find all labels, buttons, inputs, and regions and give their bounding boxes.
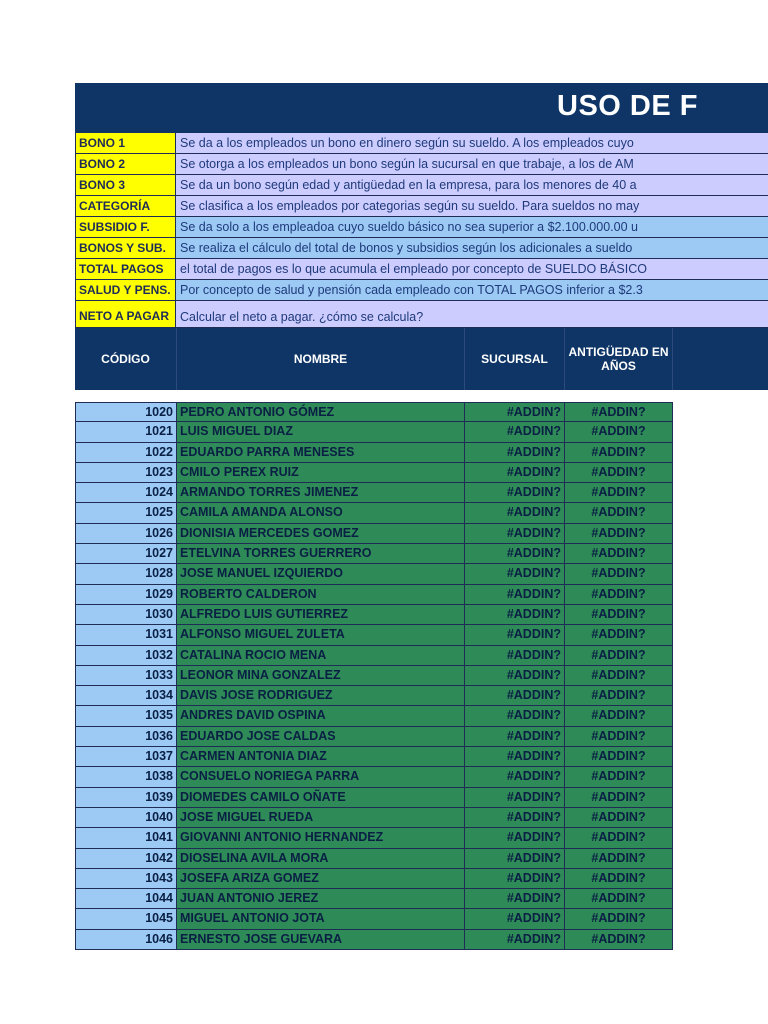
table-row [75, 666, 768, 686]
name-cell[interactable]: ETELVINA TORRES GUERRERO [177, 544, 465, 564]
seniority-cell[interactable]: #ADDIN? [565, 503, 673, 523]
seniority-cell[interactable]: #ADDIN? [565, 909, 673, 929]
branch-cell[interactable]: #ADDIN? [465, 524, 565, 544]
name-cell[interactable]: GIOVANNI ANTONIO HERNANDEZ [177, 828, 465, 848]
branch-cell[interactable]: #ADDIN? [465, 909, 565, 929]
seniority-cell[interactable]: #ADDIN? [565, 443, 673, 463]
name-cell[interactable]: DAVIS JOSE RODRIGUEZ [177, 686, 465, 706]
branch-cell[interactable]: #ADDIN? [465, 686, 565, 706]
seniority-cell[interactable]: #ADDIN? [565, 544, 673, 564]
seniority-cell[interactable]: #ADDIN? [565, 686, 673, 706]
seniority-cell[interactable]: #ADDIN? [565, 889, 673, 909]
name-cell[interactable]: JOSE MIGUEL RUEDA [177, 808, 465, 828]
definition-label[interactable]: SUBSIDIO F. [75, 217, 176, 237]
definition-text[interactable]: Calcular el neto a pagar. ¿cómo se calcula? [176, 301, 768, 327]
definition-label[interactable]: BONO 2 [75, 154, 176, 174]
definition-label[interactable]: SALUD Y PENS. [75, 280, 176, 300]
seniority-cell[interactable]: #ADDIN? [565, 727, 673, 747]
table-row [75, 483, 768, 503]
definition-row [75, 175, 768, 196]
branch-cell[interactable]: #ADDIN? [465, 930, 565, 950]
table-row [75, 747, 768, 767]
definition-label[interactable]: BONO 3 [75, 175, 176, 195]
code-cell[interactable]: 1044 [75, 889, 177, 909]
name-cell[interactable]: ARMANDO TORRES JIMENEZ [177, 483, 465, 503]
name-cell[interactable]: DIOMEDES CAMILO OÑATE [177, 788, 465, 808]
seniority-cell[interactable]: #ADDIN? [565, 585, 673, 605]
code-cell[interactable]: 1022 [75, 443, 177, 463]
name-cell[interactable]: PEDRO ANTONIO GÓMEZ [177, 402, 465, 422]
table-row [75, 686, 768, 706]
branch-cell[interactable]: #ADDIN? [465, 402, 565, 422]
seniority-cell[interactable]: #ADDIN? [565, 930, 673, 950]
name-cell[interactable]: ROBERTO CALDERON [177, 585, 465, 605]
table-row [75, 727, 768, 747]
header-seniority[interactable]: ANTIGÜEDAD EN AÑOS [565, 328, 673, 390]
code-cell[interactable]: 1042 [75, 849, 177, 869]
code-cell[interactable]: 1037 [75, 747, 177, 767]
code-cell[interactable]: 1021 [75, 422, 177, 442]
definition-row [75, 154, 768, 175]
branch-cell[interactable]: #ADDIN? [465, 625, 565, 645]
seniority-cell[interactable]: #ADDIN? [565, 646, 673, 666]
branch-cell[interactable]: #ADDIN? [465, 849, 565, 869]
sheet-title: USO DE F [557, 90, 698, 122]
code-cell[interactable]: 1020 [75, 402, 177, 422]
definition-row [75, 196, 768, 217]
seniority-cell[interactable]: #ADDIN? [565, 808, 673, 828]
code-cell[interactable]: 1045 [75, 909, 177, 929]
seniority-cell[interactable]: #ADDIN? [565, 747, 673, 767]
spacer-row [75, 390, 768, 402]
seniority-cell[interactable]: #ADDIN? [565, 849, 673, 869]
table-row [75, 869, 768, 889]
table-row [75, 625, 768, 645]
seniority-cell[interactable]: #ADDIN? [565, 422, 673, 442]
definition-text[interactable]: Se da un bono según edad y antigüedad en la empresa, para los menores de 40 a [176, 175, 768, 195]
header-code[interactable]: CÓDIGO [75, 328, 177, 390]
code-cell[interactable]: 1039 [75, 788, 177, 808]
definitions-table [75, 133, 768, 328]
definition-text[interactable]: Se da a los empleados un bono en dinero según su sueldo. A los empleados cuyo [176, 133, 768, 153]
table-row [75, 544, 768, 564]
table-row [75, 524, 768, 544]
code-cell[interactable]: 1023 [75, 463, 177, 483]
table-row [75, 585, 768, 605]
code-cell[interactable]: 1030 [75, 605, 177, 625]
header-branch[interactable]: SUCURSAL [465, 328, 565, 390]
seniority-cell[interactable]: #ADDIN? [565, 402, 673, 422]
name-cell[interactable]: JOSE MANUEL IZQUIERDO [177, 564, 465, 584]
code-cell[interactable]: 1026 [75, 524, 177, 544]
table-row [75, 828, 768, 848]
name-cell[interactable]: MIGUEL ANTONIO JOTA [177, 909, 465, 929]
table-row [75, 646, 768, 666]
table-row [75, 930, 768, 950]
code-cell[interactable]: 1046 [75, 930, 177, 950]
seniority-cell[interactable]: #ADDIN? [565, 706, 673, 726]
code-cell[interactable]: 1034 [75, 686, 177, 706]
table-row [75, 808, 768, 828]
branch-cell[interactable]: #ADDIN? [465, 483, 565, 503]
definition-label[interactable]: BONO 1 [75, 133, 176, 153]
seniority-cell[interactable]: #ADDIN? [565, 767, 673, 787]
seniority-cell[interactable]: #ADDIN? [565, 564, 673, 584]
table-row [75, 788, 768, 808]
table-row [75, 422, 768, 442]
name-cell[interactable]: LEONOR MINA GONZALEZ [177, 666, 465, 686]
table-row [75, 889, 768, 909]
definition-label[interactable]: TOTAL PAGOS [75, 259, 176, 279]
definition-text[interactable]: Se da solo a los empleadoa cuyo sueldo básico no sea superior a $2.100.000.00 u [176, 217, 768, 237]
definition-row [75, 280, 768, 301]
seniority-cell[interactable]: #ADDIN? [565, 463, 673, 483]
employee-table [75, 402, 768, 950]
definition-text[interactable]: Se realiza el cálculo del total de bonos y subsidios según los adicionales a sueldo [176, 238, 768, 258]
code-cell[interactable]: 1043 [75, 869, 177, 889]
seniority-cell[interactable]: #ADDIN? [565, 524, 673, 544]
definition-text[interactable]: Se clasifica a los empleados por categorias según su sueldo. Para sueldos no may [176, 196, 768, 216]
table-row [75, 443, 768, 463]
branch-cell[interactable]: #ADDIN? [465, 828, 565, 848]
branch-cell[interactable]: #ADDIN? [465, 503, 565, 523]
branch-cell[interactable]: #ADDIN? [465, 767, 565, 787]
table-row [75, 605, 768, 625]
name-cell[interactable]: ALFREDO LUIS GUTIERREZ [177, 605, 465, 625]
branch-cell[interactable]: #ADDIN? [465, 544, 565, 564]
definition-label[interactable]: BONOS Y SUB. [75, 238, 176, 258]
definition-row [75, 301, 768, 328]
name-cell[interactable]: DIOSELINA AVILA MORA [177, 849, 465, 869]
branch-cell[interactable]: #ADDIN? [465, 463, 565, 483]
name-cell[interactable]: EDUARDO JOSE CALDAS [177, 727, 465, 747]
table-row [75, 402, 768, 422]
definition-row [75, 133, 768, 154]
seniority-cell[interactable]: #ADDIN? [565, 666, 673, 686]
name-cell[interactable]: JOSEFA ARIZA GOMEZ [177, 869, 465, 889]
branch-cell[interactable]: #ADDIN? [465, 747, 565, 767]
branch-cell[interactable]: #ADDIN? [465, 646, 565, 666]
table-row [75, 706, 768, 726]
seniority-cell[interactable]: #ADDIN? [565, 828, 673, 848]
name-cell[interactable]: ERNESTO JOSE GUEVARA [177, 930, 465, 950]
definition-row [75, 259, 768, 280]
spreadsheet [75, 83, 768, 950]
name-cell[interactable]: DIONISIA MERCEDES GOMEZ [177, 524, 465, 544]
seniority-cell[interactable]: #ADDIN? [565, 625, 673, 645]
branch-cell[interactable]: #ADDIN? [465, 564, 565, 584]
column-header-row [75, 328, 768, 390]
branch-cell[interactable]: #ADDIN? [465, 706, 565, 726]
name-cell[interactable]: CATALINA ROCIO MENA [177, 646, 465, 666]
header-name[interactable]: NOMBRE [177, 328, 465, 390]
name-cell[interactable]: CAMILA AMANDA ALONSO [177, 503, 465, 523]
branch-cell[interactable]: #ADDIN? [465, 788, 565, 808]
name-cell[interactable]: JUAN ANTONIO JEREZ [177, 889, 465, 909]
seniority-cell[interactable]: #ADDIN? [565, 483, 673, 503]
name-cell[interactable]: ANDRES DAVID OSPINA [177, 706, 465, 726]
code-cell[interactable]: 1027 [75, 544, 177, 564]
table-row [75, 564, 768, 584]
definition-row [75, 238, 768, 259]
name-cell[interactable]: EDUARDO PARRA MENESES [177, 443, 465, 463]
seniority-cell[interactable]: #ADDIN? [565, 605, 673, 625]
code-cell[interactable]: 1025 [75, 503, 177, 523]
table-row [75, 503, 768, 523]
name-cell[interactable]: ALFONSO MIGUEL ZULETA [177, 625, 465, 645]
code-cell[interactable]: 1031 [75, 625, 177, 645]
definition-text[interactable]: el total de pagos es lo que acumula el empleado por concepto de SUELDO BÁSICO [176, 259, 768, 279]
code-cell[interactable]: 1036 [75, 727, 177, 747]
definition-label[interactable]: CATEGORÍA [75, 196, 176, 216]
code-cell[interactable]: 1032 [75, 646, 177, 666]
code-cell[interactable]: 1040 [75, 808, 177, 828]
definition-row [75, 217, 768, 238]
definition-text[interactable]: Se otorga a los empleados un bono según la sucursal en que trabaje, a los de AM [176, 154, 768, 174]
code-cell[interactable]: 1035 [75, 706, 177, 726]
table-row [75, 463, 768, 483]
branch-cell[interactable]: #ADDIN? [465, 889, 565, 909]
code-cell[interactable]: 1038 [75, 767, 177, 787]
name-cell[interactable]: CMILO PEREX RUIZ [177, 463, 465, 483]
name-cell[interactable]: CONSUELO NORIEGA PARRA [177, 767, 465, 787]
branch-cell[interactable]: #ADDIN? [465, 808, 565, 828]
name-cell[interactable]: LUIS MIGUEL DIAZ [177, 422, 465, 442]
branch-cell[interactable]: #ADDIN? [465, 727, 565, 747]
name-cell[interactable]: CARMEN ANTONIA DIAZ [177, 747, 465, 767]
table-row [75, 767, 768, 787]
branch-cell[interactable]: #ADDIN? [465, 605, 565, 625]
definition-label[interactable]: NETO A PAGAR [75, 301, 176, 327]
branch-cell[interactable]: #ADDIN? [465, 443, 565, 463]
table-row [75, 849, 768, 869]
branch-cell[interactable]: #ADDIN? [465, 869, 565, 889]
branch-cell[interactable]: #ADDIN? [465, 585, 565, 605]
code-cell[interactable]: 1028 [75, 564, 177, 584]
branch-cell[interactable]: #ADDIN? [465, 422, 565, 442]
table-row [75, 909, 768, 929]
seniority-cell[interactable]: #ADDIN? [565, 788, 673, 808]
branch-cell[interactable]: #ADDIN? [465, 666, 565, 686]
seniority-cell[interactable]: #ADDIN? [565, 869, 673, 889]
code-cell[interactable]: 1024 [75, 483, 177, 503]
code-cell[interactable]: 1041 [75, 828, 177, 848]
code-cell[interactable]: 1033 [75, 666, 177, 686]
title-bar [75, 83, 768, 133]
definition-text[interactable]: Por concepto de salud y pensión cada empleado con TOTAL PAGOS inferior a $2.3 [176, 280, 768, 300]
code-cell[interactable]: 1029 [75, 585, 177, 605]
